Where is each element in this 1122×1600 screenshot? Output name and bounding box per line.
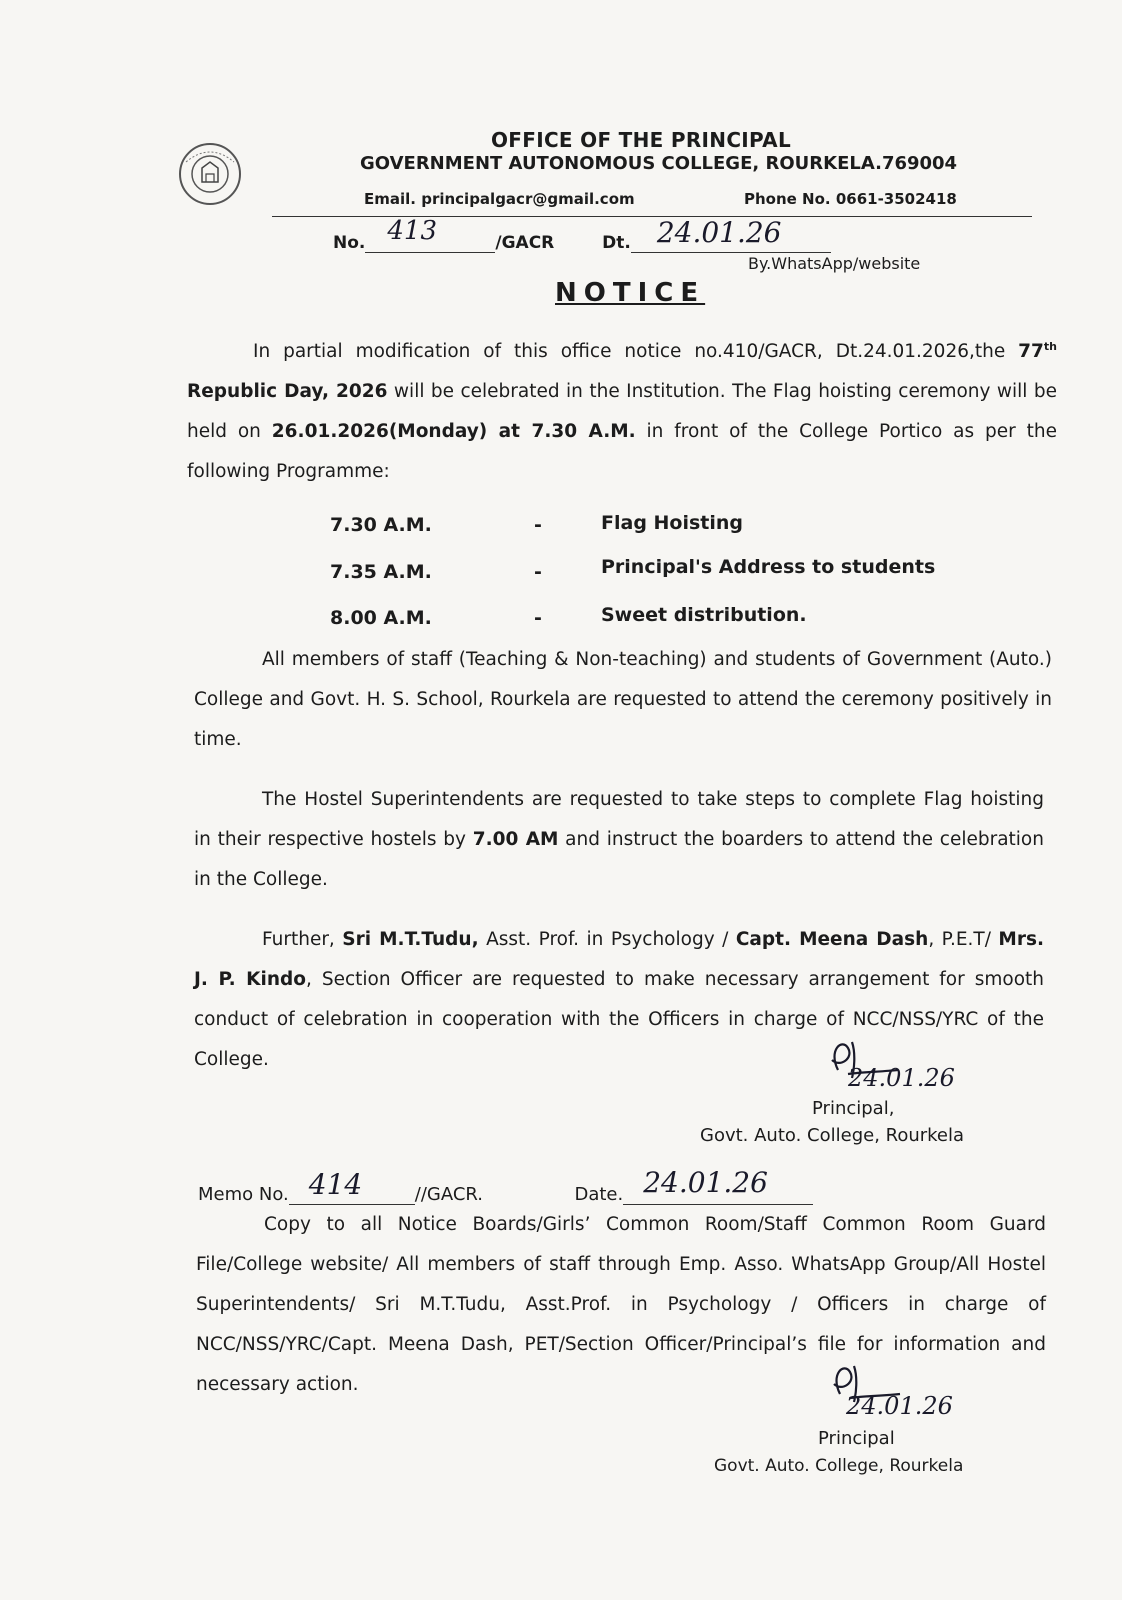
signature-1-title: Principal, (812, 1098, 895, 1119)
para3-text-b: and instruct the boarders to attend the celebration in the College. (194, 829, 1044, 890)
header-divider (272, 216, 1032, 217)
para1-datetime: 26.01.2026(Monday) at 7.30 A.M. (271, 421, 636, 443)
programme-dash-2: - (534, 561, 542, 583)
programme-time-1: 7.30 A.M. (330, 514, 432, 536)
ref-no-suffix: /GACR (495, 233, 555, 253)
notice-paragraph-4 (194, 920, 1044, 1080)
ref-date-field (631, 216, 831, 253)
para4-tudu: Sri M.T.Tudu, (342, 929, 479, 950)
para4-kindo: Mrs. J. P. Kindo (194, 929, 1044, 990)
notice-paragraph-3 (194, 780, 1044, 900)
para1-ordinal: th (1043, 340, 1057, 353)
ref-no-label: No. (333, 233, 366, 253)
para4-dash: Capt. Meena Dash (735, 929, 929, 950)
para1-anniversary: 77 (1018, 341, 1044, 363)
memo-date-field (623, 1166, 813, 1205)
memo-line (198, 1166, 813, 1205)
para1-text-c: in front of the College Portico as per the following Programme: (187, 421, 1058, 483)
copy-to-paragraph: Copy to all Notice Boards/Girls’ Common Room/Staff Common Room Guard File/College website/ All members of staff through Emp. Asso. WhatsApp Group/All Hostel Superintendents/ Sri M.T.Tudu, Asst.Prof. in Psychology / Officers in charge of NCC/NSS/YRC/Capt. Meena Dash, PET/Section Officer/Principal’s file for information and necessary action. (196, 1214, 1046, 1395)
signature-2-date: 24.01.26 (846, 1392, 953, 1420)
memo-label: Memo No. (198, 1184, 289, 1205)
signature-1-college: Govt. Auto. College, Rourkela (700, 1125, 965, 1146)
notice-paragraph-1 (187, 327, 1057, 492)
para4-text-c: , P.E.T/ (928, 929, 999, 950)
para3-text-a: The Hostel Superintendents are requested to take steps to complete Flag hoisting in their respective hostels by (194, 789, 1044, 850)
reference-line (333, 216, 831, 253)
memo-no-field (289, 1168, 415, 1205)
para1-text-b: will be celebrated in the Institution. The Flag hoisting ceremony will be held on (187, 381, 1057, 443)
notice-paragraph-2: All members of staff (Teaching & Non-teaching) and students of Government (Auto.) College and Govt. H. S. School, Rourkela are requested to attend the ceremony positively in time. (194, 649, 1052, 750)
programme-event-3: Sweet distribution. (601, 604, 807, 626)
office-heading: OFFICE OF THE PRINCIPAL (490, 128, 791, 152)
para1-text-a: In partial modification of this office notice no.410/GACR, Dt.24.01.2026,the (253, 341, 1019, 363)
dispatch-channel: By.WhatsApp/website (748, 254, 921, 273)
para4-text-b: Asst. Prof. in Psychology / (478, 929, 736, 950)
programme-event-2: Principal's Address to students (601, 556, 936, 578)
memo-no-value: 414 (308, 1168, 363, 1201)
ref-no-value: 413 (387, 216, 438, 246)
ref-date-value: 24.01.26 (656, 216, 782, 249)
signature-2-college: Govt. Auto. College, Rourkela (714, 1456, 964, 1476)
college-email: Email. principalgacr@gmail.com (364, 190, 635, 208)
para4-text-a: Further, (262, 929, 343, 950)
memo-date-value: 24.01.26 (643, 1166, 768, 1199)
signature-2-title: Principal (818, 1428, 895, 1449)
para4-text-d: , Section Officer are requested to make necessary arrangement for smooth conduct of celebration in cooperation with the Officers in charge of NCC/NSS/YRC of the College. (194, 969, 1044, 1070)
notice-title: NOTICE (555, 278, 706, 308)
para1-event: Republic Day, 2026 (187, 381, 388, 403)
programme-time-2: 7.35 A.M. (330, 561, 432, 583)
memo-suffix: //GACR. (414, 1184, 483, 1205)
ref-no-field (365, 216, 495, 253)
college-phone: Phone No. 0661-3502418 (744, 190, 957, 208)
programme-time-3: 8.00 A.M. (330, 607, 432, 629)
signature-1-date: 24.01.26 (848, 1064, 955, 1092)
programme-dash-1: - (534, 514, 542, 536)
college-name: GOVERNMENT AUTONOMOUS COLLEGE, ROURKELA.769004 (360, 153, 958, 174)
programme-dash-3: - (534, 607, 542, 629)
memo-date-label: Date. (574, 1184, 624, 1205)
para3-time: 7.00 AM (472, 829, 559, 850)
programme-event-1: Flag Hoisting (601, 512, 744, 534)
ref-date-label: Dt. (602, 233, 631, 253)
